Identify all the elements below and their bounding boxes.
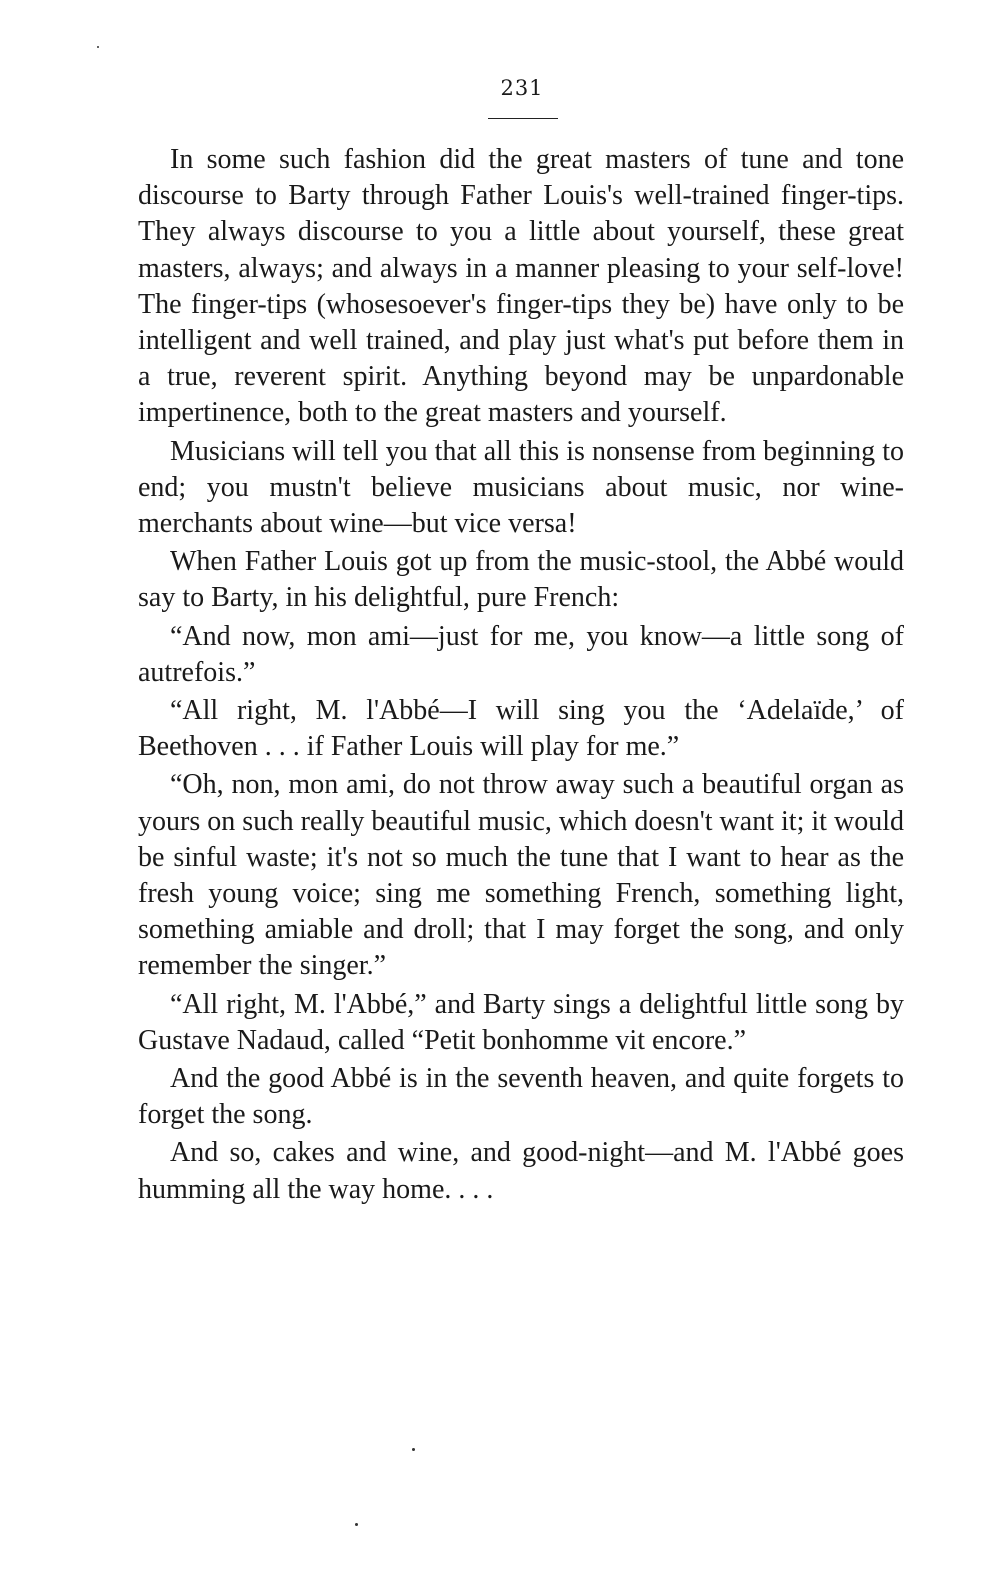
paragraph: “All right, M. l'Abbé,” and Barty sings a delightful little song by Gustave Nadaud, called “Petit bonhomme vit encore.” bbox=[138, 988, 904, 1056]
paragraph: “All right, M. l'Abbé—I will sing you the ‘Adelaïde,’ of Beethoven . . . if Father Louis will play for me.” bbox=[138, 695, 904, 763]
paragraph: “And now, mon ami—just for me, you know—a little song of autrefois.” bbox=[138, 620, 904, 688]
paragraph: In some such fashion did the great masters of tune and tone discourse to Barty through Father Louis's well-trained finger-tips. They always discourse to you a little about yourself, these great masters, always; and always in a manner pleasing to your self-love! The finger-tips (whosesoever's finger-tips they be) have only to be intelligent and well trained, and play just what's put before them in a true, reverent spirit. Anything beyond may be unpardonable impertinence, both to the great masters and yourself. bbox=[138, 144, 904, 429]
paragraph: Musicians will tell you that all this is nonsense from beginning to end; you mustn't believe musicians about music, nor wine-merchants about wine—but vice versa! bbox=[138, 435, 904, 540]
paragraph: When Father Louis got up from the music-stool, the Abbé would say to Barty, in his delightful, pure French: bbox=[138, 546, 904, 614]
scan-speck bbox=[412, 1448, 415, 1451]
page-number: 231 bbox=[500, 76, 544, 100]
paragraph: And so, cakes and wine, and good-night—and M. l'Abbé goes humming all the way home. . . . bbox=[138, 1137, 904, 1205]
scan-speck bbox=[355, 1523, 358, 1526]
scan-speck bbox=[97, 46, 99, 48]
paragraph: “Oh, non, mon ami, do not throw away such a beautiful organ as yours on such really beautiful music, which doesn't want it; it would be sinful waste; it's not so much the tune that I want to hear as the fresh young voice; sing me something French, something light, something amiable and droll; that I may forget the song, and only remember the singer.” bbox=[138, 769, 904, 982]
body-text bbox=[138, 142, 904, 1210]
paragraph: And the good Abbé is in the seventh heaven, and quite forgets to forget the song. bbox=[138, 1063, 904, 1131]
header-rule bbox=[488, 118, 558, 119]
